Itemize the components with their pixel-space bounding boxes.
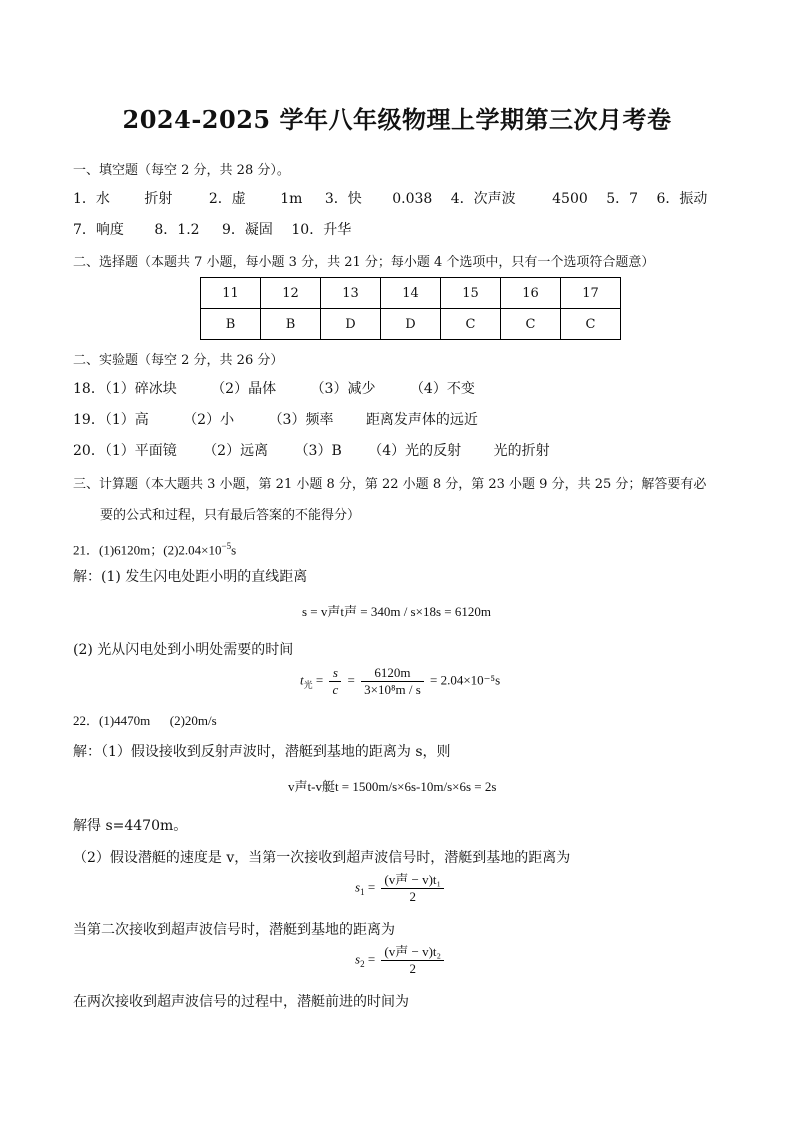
answer-22: 22．(1)4470m (2)20m/s [73, 713, 217, 728]
page-title: 2024-2025 学年八年级物理上学期第三次月考卷 [122, 105, 672, 134]
answer-8: 8．1.2 [154, 222, 200, 238]
answer-21-unit: s [231, 542, 237, 558]
answer-4a: 4．次声波 [450, 191, 516, 207]
q22-solution-2: （2）假设潜艇的速度是 v，当第一次接收到超声波信号时，潜艇到基地的距离为 [73, 850, 571, 866]
answer-4b: 4500 [552, 191, 588, 207]
fraction-s-over-c: $\frac{s}{c}$ [329, 665, 341, 698]
fraction-s2 [381, 944, 444, 977]
q21-solution-2: (2) 光从闪电处到小明处需要的时间 [73, 642, 294, 658]
q21-equation-1: s = v声t声 = 340m / s×18s = 6120m [302, 604, 491, 619]
answer-20 [73, 441, 550, 461]
answer-19 [73, 410, 478, 430]
answer-1b: 折射 [144, 191, 173, 207]
choice-answer-table [200, 277, 621, 340]
fraction-s1 [381, 872, 444, 905]
fraction-numerator: 6120m [361, 665, 424, 682]
fraction-value [361, 665, 424, 698]
fraction-numerator: (v声 − v)t₂ [381, 944, 444, 961]
choice-answer: D [381, 309, 441, 340]
q22-solution-4: 在两次接收到超声波信号的过程中，潜艇前进的时间为 [73, 994, 409, 1010]
section3-heading: 二、实验题（每空 2 分，共 26 分） [73, 353, 284, 368]
question-number: 13 [321, 278, 381, 309]
section4-heading: 三、计算题（本大题共 3 小题，第 21 小题 8 分，第 22 小题 8 分，第 23 小题 9 分，共 25 分；解答要有必 [73, 477, 707, 492]
q22-equation-s1: $s_1$ = $\frac{\text{(v声 − v)t₁}}{2}$ [355, 872, 447, 905]
answer-18-2: （2）晶体 [211, 381, 277, 397]
q21-equation-2: $t_光$ = $\frac{s}{c}$ = $\frac{6120m}{\text{3×10⁸m / s}}$ = 2.04×10⁻⁵s [300, 665, 501, 697]
answer-18 [73, 379, 475, 399]
answer-10: 10．升华 [291, 222, 352, 238]
answer-20-1: 20．（1）平面镜 [73, 443, 177, 459]
answer-20-3: （3）B [294, 443, 342, 459]
answer-5: 5．7 [606, 191, 639, 207]
answer-19-1: 19．（1）高 [73, 412, 149, 428]
q22-solution-3: 当第二次接收到超声波信号时，潜艇到基地的距离为 [73, 922, 395, 938]
q22-solution-1: 解：（1）假设接收到反射声波时，潜艇到基地的距离为 s，则 [73, 744, 451, 760]
equation-result: = 2.04×10⁻⁵s [430, 672, 501, 688]
answer-19-3: （3）频率 [268, 412, 334, 428]
answer-3a: 3．快 [324, 191, 362, 207]
fraction-denominator: 3×10⁸m / s [364, 682, 421, 697]
answer-21 [73, 536, 236, 560]
table-row [201, 309, 621, 340]
question-number: 11 [201, 278, 261, 309]
choice-answer: B [201, 309, 261, 340]
section1-line1 [73, 189, 707, 209]
answer-1a: 1．水 [73, 191, 110, 207]
answer-2b: 1m [280, 191, 303, 207]
fraction-numerator: (v声 − v)t₁ [381, 872, 444, 889]
choice-answer: C [441, 309, 501, 340]
question-number: 14 [381, 278, 441, 309]
answer-21-exp: −5 [221, 541, 232, 551]
choice-answer: C [501, 309, 561, 340]
answer-20-2: （2）远离 [203, 443, 269, 459]
fraction-denominator: 2 [409, 961, 416, 976]
question-number: 17 [561, 278, 621, 309]
answer-2a: 2．虚 [208, 191, 246, 207]
answer-9: 9．凝固 [222, 222, 273, 238]
section2-heading: 二、选择题（本题共 7 小题，每小题 3 分，共 21 分；每小题 4 个选项中，只有一个选项符合题意） [73, 255, 655, 270]
section1-heading: 一、填空题（每空 2 分，共 28 分）。 [73, 163, 290, 178]
question-number: 12 [261, 278, 321, 309]
choice-answer: B [261, 309, 321, 340]
choice-answer: D [321, 309, 381, 340]
question-number: 16 [501, 278, 561, 309]
answer-19-4: 距离发声体的远近 [365, 412, 478, 428]
answer-18-1: 18．（1）碎冰块 [73, 381, 177, 397]
table-row [201, 278, 621, 309]
q22-equation-1: v声t-v艇t = 1500m/s×6s-10m/s×6s = 2s [288, 779, 497, 794]
answer-18-4: （4）不变 [409, 381, 475, 397]
section4-heading-cont: 要的公式和过程，只有最后答案的不能得分） [100, 508, 361, 523]
answer-20-5: 光的折射 [493, 443, 550, 459]
answer-18-3: （3）减少 [310, 381, 376, 397]
section1-line2 [73, 220, 351, 240]
choice-answer: C [561, 309, 621, 340]
answer-19-2: （2）小 [183, 412, 235, 428]
answer-7: 7．响度 [73, 222, 124, 238]
answer-21-text: 21．(1)6120m；(2)2.04×10 [73, 542, 222, 558]
q21-solution-1: 解：(1) 发生闪电处距小明的直线距离 [73, 569, 308, 585]
q22-equation-s2: $s_2$ = $\frac{\text{(v声 − v)t₂}}{2}$ [355, 944, 447, 977]
answer-20-4: （4）光的反射 [368, 443, 462, 459]
question-number: 15 [441, 278, 501, 309]
fraction-denominator: 2 [409, 889, 416, 904]
q22-result: 解得 s=4470m。 [73, 818, 188, 834]
answer-6: 6．振动 [656, 191, 708, 207]
answer-3b: 0.038 [392, 191, 433, 207]
